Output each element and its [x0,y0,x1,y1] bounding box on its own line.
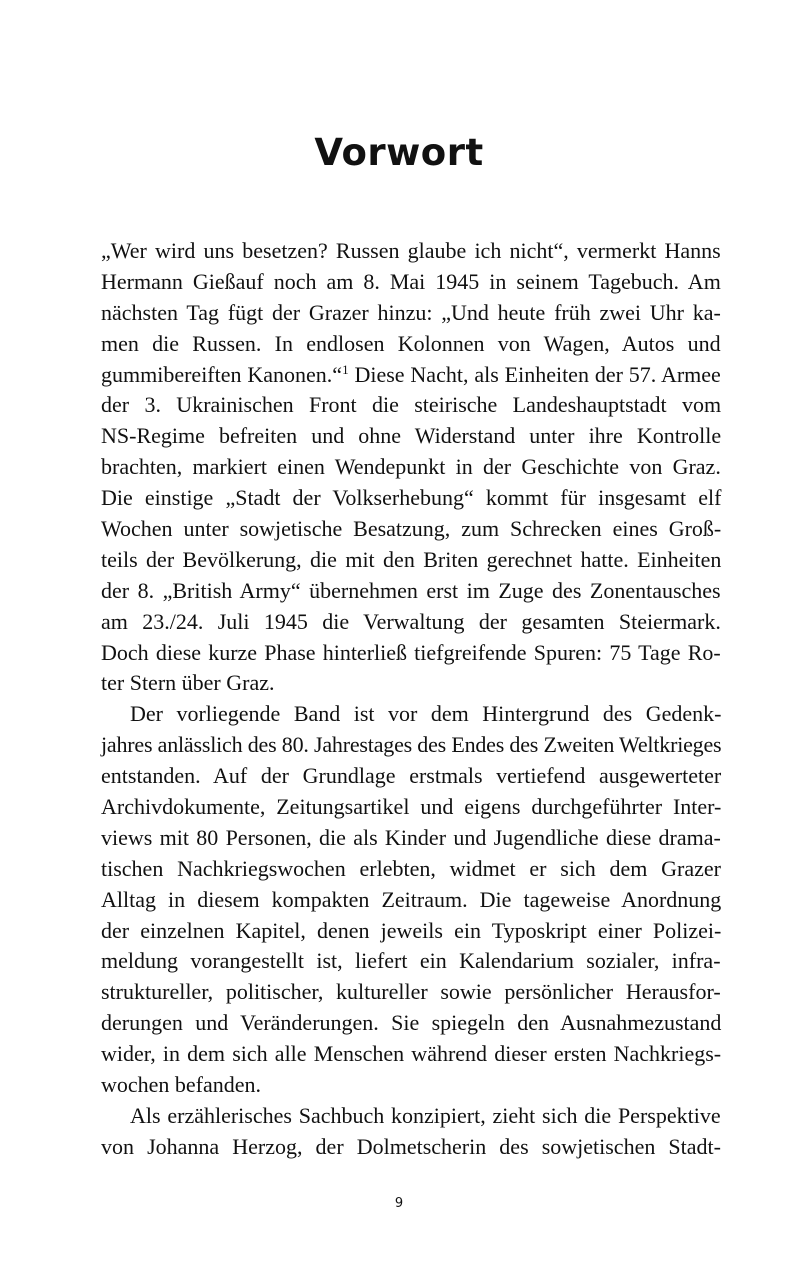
text-line: Als erzählerisches Sachbuch konzipiert, zieht sich die Perspektive [130,1102,721,1128]
text-line: Die einstige „Stadt der Volkserhebung“ kommt für insgesamt elf [101,485,722,511]
text-line: am 23./24. Juli 1945 die Verwaltung der gesamten Steiermark. [101,608,721,634]
text-line: jahres anlässlich des 80. Jahrestages des Endes des Zweiten Weltkrieges [101,732,722,758]
text-line: der 8. „British Army“ übernehmen erst im Zuge des Zonentausches [101,577,721,603]
text-line: ter Stern über Graz. [101,670,275,696]
text-line: Archivdokumente, Zeitungsartikel und eigens durchgeführter Inter- [101,794,722,820]
text-line-with-footnote [101,360,721,391]
text-line: der einzelnen Kapitel, denen jeweils ein Typoskript einer Polizei- [101,917,722,943]
paragraph-2 [101,699,721,1101]
text-line: Wochen unter sowjetische Besatzung, zum Schrecken eines Groß- [101,516,722,542]
text-line: „Wer wird uns besetzen? Russen glaube ich nicht“, vermerkt Hanns [101,238,721,263]
paragraph-3 [101,1101,721,1163]
text-line: Doch diese kurze Phase hinterließ tiefgreifende Spuren: 75 Tage Ro- [101,639,721,665]
text-line: von Johanna Herzog, der Dolmetscherin des sowjetischen Stadt- [101,1133,721,1159]
page-number: 9 [394,1196,404,1211]
text-line: struktureller, politischer, kultureller sowie persönlicher Herausfor- [101,979,721,1005]
paragraph-1 [101,236,721,699]
footnote-reference[interactable]: 1 [342,361,349,377]
text-line: wochen befanden. [101,1072,262,1098]
page-title: Vorwort [314,131,484,174]
text-line: meldung vorangestellt ist, liefert ein Kalendarium sozialer, infra- [101,948,721,974]
text-line: NS-Regime befreiten und ohne Widerstand unter ihre Kontrolle [101,423,722,449]
text-fragment: gummibereiften Kanonen.“ [101,361,343,387]
text-line: der 3. Ukrainischen Front die steirische Landeshauptstadt vom [101,392,722,418]
text-line: entstanden. Auf der Grundlage erstmals vertiefend ausgewerteter [101,763,722,789]
text-line: Alltag in diesem kompakten Zeitraum. Die tageweise Anordnung [101,886,722,912]
text-line: tischen Nachkriegswochen erlebten, widmet er sich dem Grazer [101,855,721,881]
text-line: teils der Bevölkerung, die mit den Briten gerechnet hatte. Einheiten [101,546,722,572]
text-line: Der vorliegende Band ist vor dem Hintergrund des Gedenk- [130,701,722,727]
text-line: brachten, markiert einen Wendepunkt in der Geschichte von Graz. [101,454,721,480]
text-line: views mit 80 Personen, die als Kinder und Jugendliche diese drama- [101,824,721,850]
text-fragment: Diese Nacht, als Einheiten der 57. Armee [348,361,721,387]
text-line: men die Russen. In endlosen Kolonnen von Wagen, Autos und [101,330,721,356]
body-text [101,236,721,1163]
text-line: Hermann Gießauf noch am 8. Mai 1945 in seinem Tagebuch. Am [101,268,721,294]
text-line: derungen und Veränderungen. Sie spiegeln den Ausnahmezustand [101,1010,722,1036]
text-line: wider, in dem sich alle Menschen während dieser ersten Nachkriegs- [101,1041,722,1067]
text-line: nächsten Tag fügt der Grazer hinzu: „Und heute früh zwei Uhr ka- [101,299,721,325]
